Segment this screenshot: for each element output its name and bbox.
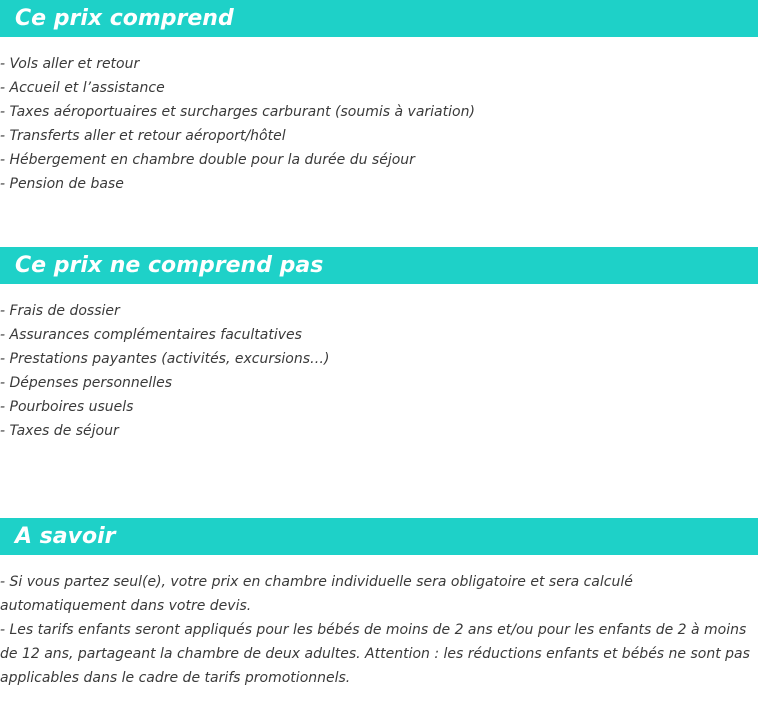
list-item: - Pension de base bbox=[0, 176, 124, 192]
list-item: - Frais de dossier bbox=[0, 303, 120, 319]
info-paragraph-child-rates: - Les tarifs enfants seront appliqués pour les bébés de moins de 2 ans et/ou pour les enfants de 2 à moins de 12 ans, partageant la chambre de deux adultes. Attention : les réductions enfants et bébés ne sont pas applicables dans le cadre de tarifs promotionnels. bbox=[0, 622, 750, 686]
info-block bbox=[0, 570, 758, 690]
list-item: - Vols aller et retour bbox=[0, 56, 140, 72]
list-item: - Pourboires usuels bbox=[0, 399, 134, 415]
included-list bbox=[0, 52, 758, 196]
list-item: - Assurances complémentaires facultatives bbox=[0, 327, 302, 343]
list-item: - Hébergement en chambre double pour la durée du séjour bbox=[0, 152, 415, 168]
section-header-ce-prix-comprend: Ce prix comprend bbox=[0, 0, 758, 37]
info-paragraph-single-room: - Si vous partez seul(e), votre prix en chambre individuelle sera obligatoire et sera calculé automatiquement dans votre devis. bbox=[0, 574, 633, 614]
list-item: - Taxes de séjour bbox=[0, 423, 119, 439]
not-included-list bbox=[0, 299, 758, 443]
section-header-ce-prix-ne-comprend-pas: Ce prix ne comprend pas bbox=[0, 247, 758, 284]
list-item: - Taxes aéroportuaires et surcharges carburant (soumis à variation) bbox=[0, 104, 475, 120]
section-header-a-savoir: A savoir bbox=[0, 518, 758, 555]
list-item: - Accueil et l’assistance bbox=[0, 80, 165, 96]
list-item: - Dépenses personnelles bbox=[0, 375, 173, 391]
list-item: - Prestations payantes (activités, excursions…) bbox=[0, 351, 330, 367]
list-item: - Transferts aller et retour aéroport/hôtel bbox=[0, 128, 286, 144]
